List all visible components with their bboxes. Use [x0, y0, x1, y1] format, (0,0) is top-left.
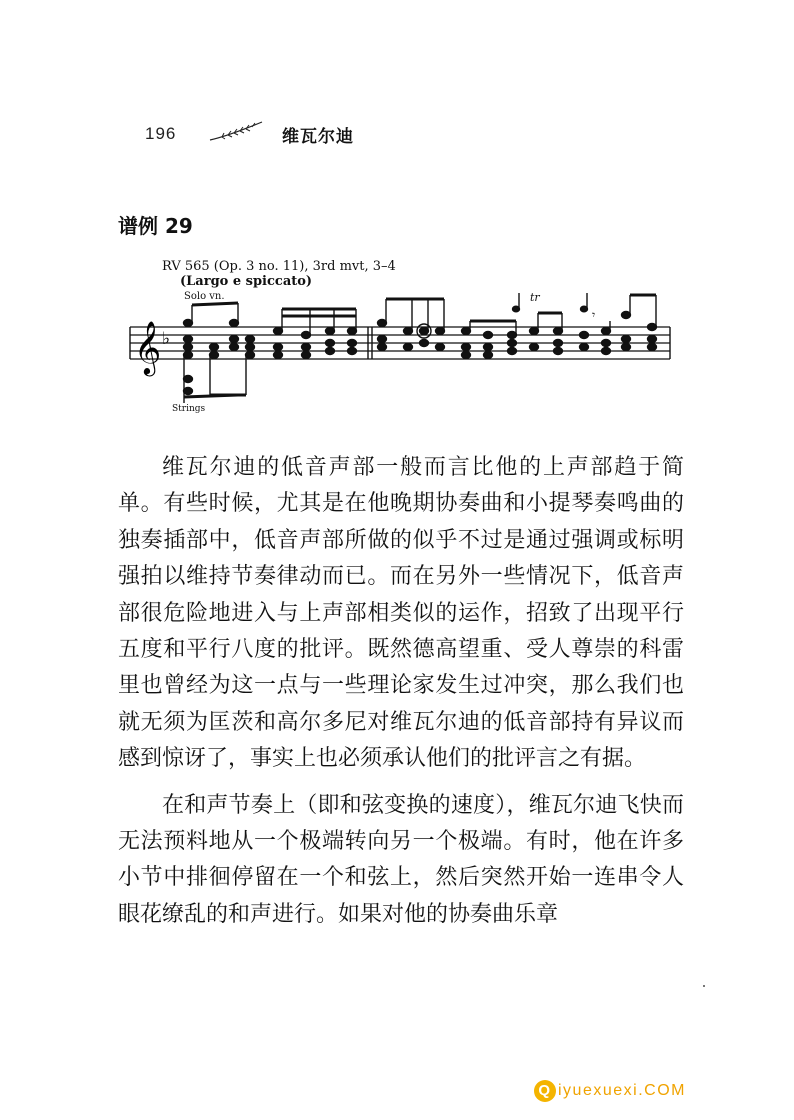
score-tempo: (Largo e spiccato) — [180, 274, 313, 289]
watermark-logo-icon: Q — [534, 1080, 556, 1102]
treble-clef-icon: 𝄞 — [134, 320, 162, 374]
page-number: 196 — [145, 124, 177, 143]
example-label: 谱例 29 — [118, 214, 193, 238]
score-source: RV 565 (Op. 3 no. 11), 3rd mvt, 3–4 — [162, 259, 396, 274]
body-text — [118, 450, 684, 943]
running-head: 维瓦尔迪 — [282, 127, 354, 147]
paragraph: 在和声节奏上（即和弦变换的速度），维瓦尔迪飞快而无法预料地从一个极端转向另一个极端。有时，他在许多小节中排徊停留在一个和弦上，然后突然开始一连串令人眼花缭乱的和声进行。如果对他的协奏曲乐章 — [118, 792, 684, 927]
notes — [184, 291, 657, 403]
watermark-text: iyuexuexi.COM — [558, 1082, 686, 1099]
trill-sign: tr — [530, 291, 540, 304]
feather-ornament-icon — [208, 118, 264, 144]
music-score — [118, 285, 678, 410]
watermark — [534, 1078, 686, 1104]
strings-label: Strings — [172, 404, 206, 414]
paragraph: 维瓦尔迪的低音声部一般而言比他的上声部趋于简单。有些时候，尤其是在他晚期协奏曲和小提琴奏鸣曲的独奏插部中，低音声部所做的似乎不过是通过强调或标明强拍以维持节奏律动而已。而在另外一些情况下，低音声部很危险地进入与上声部相类似的运作，招致了出现平行五度和平行八度的批评。既然德高望重、受人尊崇的科雷里也曾经为这一点与一些理论家发生过冲突，那么我们也就无须为匡茨和高尔多尼对维瓦尔迪的低音部持有异议而感到惊讶了，事实上也必须承认他们的批评言之有据。 — [118, 455, 684, 772]
margin-dot — [703, 985, 705, 987]
svg-text:𝄾: 𝄾 — [592, 308, 596, 322]
flat-sign-icon: ♭ — [162, 329, 171, 349]
solo-violin-label: Solo vn. — [184, 291, 225, 302]
